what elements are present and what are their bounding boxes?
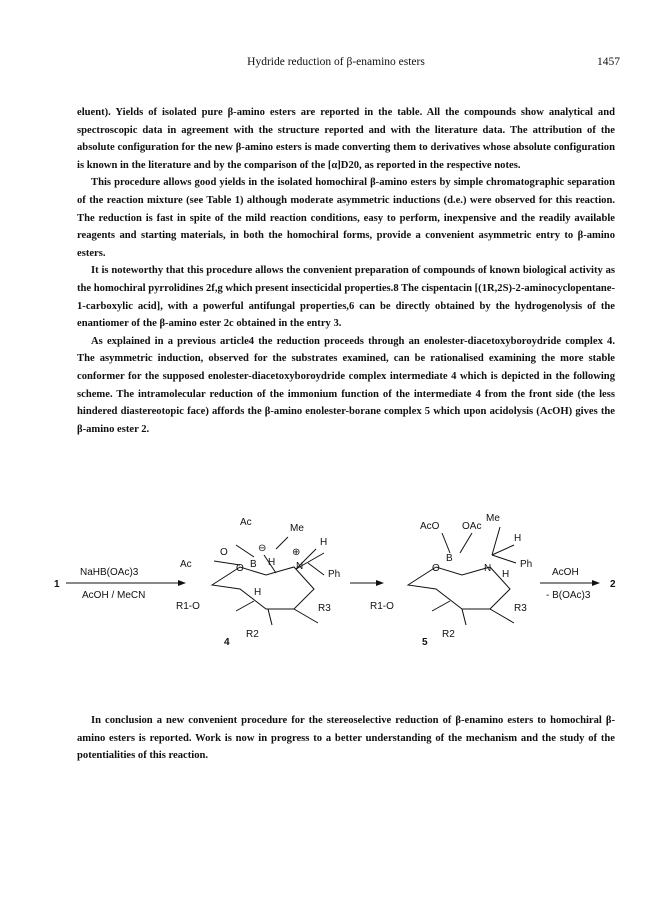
substituent-r2-4: R2 bbox=[246, 629, 259, 640]
nitrogen-4: N bbox=[296, 561, 304, 572]
hydrogen-5: H bbox=[514, 533, 522, 544]
intermediate-4-structure bbox=[176, 517, 340, 648]
ring-h-4: H bbox=[254, 587, 262, 598]
conclusion-paragraph: In conclusion a new convenient procedure for the stereoselective reduction of β-enamino esters to homochiral β-amino esters is reported. Work is now in progress to a better understanding of the mechanism and the study of the potentialities of this reaction. bbox=[77, 715, 615, 762]
arrow-head-2 bbox=[376, 580, 384, 586]
step2-reagent-bottom: - B(OAc)3 bbox=[546, 590, 591, 601]
reaction-scheme-drawing bbox=[40, 505, 650, 665]
paragraph-1: eluent). Yields of isolated pure β-amino esters are reported in the table. All the compounds show analytical and spectroscopic data in agreement with the structure reported and with the literature data. The attribution of the absolute configuration for the new β-amino esters is made converting them to derivatives whose absolute configuration is known in the literature and by the comparison of the [α]D20, as reported in the respective notes. bbox=[77, 107, 615, 171]
step2-reagent-top: AcOH bbox=[552, 567, 579, 578]
reagent-bottom: AcOH / MeCN bbox=[82, 590, 146, 601]
intermediate-5-structure bbox=[370, 513, 532, 648]
boron-atom-5: B bbox=[446, 553, 453, 564]
reagent-top: NaHB(OAc)3 bbox=[80, 567, 139, 578]
ester-r1o-4: R1-O bbox=[176, 601, 200, 612]
oxygen-ring-5: O bbox=[432, 563, 440, 574]
arrow-head-3 bbox=[592, 580, 600, 586]
intermediate-4-label: 4 bbox=[224, 637, 230, 648]
acyl-left: Ac bbox=[180, 559, 192, 570]
oxygen-ring: O bbox=[236, 563, 244, 574]
phenyl-4: Ph bbox=[328, 569, 341, 580]
arrow-head-1 bbox=[178, 580, 186, 586]
body-text bbox=[77, 104, 615, 438]
product-2-label: 2 bbox=[610, 579, 616, 590]
acetoxy-left: AcO bbox=[420, 521, 440, 532]
substituent-r2-5: R2 bbox=[442, 629, 455, 640]
methyl-group-5: Me bbox=[486, 513, 500, 524]
acyl-top: Ac bbox=[240, 517, 252, 528]
oxygen-top: O bbox=[220, 547, 228, 558]
compound-1-label: 1 bbox=[54, 579, 60, 590]
acetoxy-right: OAc bbox=[462, 521, 482, 532]
ammonium-plus: ⊕ bbox=[292, 547, 301, 558]
boron-atom: B bbox=[250, 559, 257, 570]
boron-anion: ⊖ bbox=[258, 543, 267, 554]
hydrogen-4: H bbox=[320, 537, 328, 548]
reaction-scheme bbox=[40, 505, 650, 665]
paragraph-3: It is noteworthy that this procedure allows the convenient preparation of compounds of known biological activity as the homochiral pyrrolidines 2f,g which present insecticidal properties.8 The cispentacin [(1R,2S)-2-aminocyclopentane-1-carboxylic acid], with a powerful antifungal properties,6 can be directly obtained by the hydrogenolysis of the enantiomer of the β-amino ester 2c obtained in the entry 3. bbox=[77, 265, 616, 330]
page-number: 1457 bbox=[597, 56, 620, 68]
paragraph-2: This procedure allows good yields in the isolated homochiral β-amino esters by simple chromatographic separation of the reaction mixture (see Table 1) although moderate asymmetric inductions (d.e.) were observed for this reaction. The reduction is fast in spite of the mild reaction conditions, easy to perform, inexpensive and the readily available reagents and starting materials, in both the homochiral forms, provide a convenient asymmetric entry to β-amino esters. bbox=[77, 177, 615, 259]
substituent-r3-4: R3 bbox=[318, 603, 331, 614]
substituent-r3-5: R3 bbox=[514, 603, 527, 614]
hydride-h: H bbox=[268, 557, 276, 568]
nh-hydrogen-5: H bbox=[502, 569, 510, 580]
paragraph-4: As explained in a previous article4 the reduction proceeds through an enolester-diacetoxyboroydride complex 4. The asymmetric induction, observed for the substrates examined, can be rationalised examining the more stable conformer for the supposed enolester-diacetoxyboroydride complex intermediate 4 which is depicted in the following scheme. The intramolecular reduction of the immonium function of the intermediate 4 from the front side (the less hindered diastereotopic face) affords the β-amino enolester-borane complex 5 which upon acidolysis (AcOH) gives the β-amino ester 2. bbox=[77, 335, 615, 435]
intermediate-5-label: 5 bbox=[422, 637, 428, 648]
methyl-group: Me bbox=[290, 523, 304, 534]
nitrogen-5: N bbox=[484, 563, 492, 574]
phenyl-5: Ph bbox=[520, 559, 533, 570]
ester-r1o-5: R1-O bbox=[370, 601, 394, 612]
running-title: Hydride reduction of β-enamino esters bbox=[247, 56, 425, 68]
